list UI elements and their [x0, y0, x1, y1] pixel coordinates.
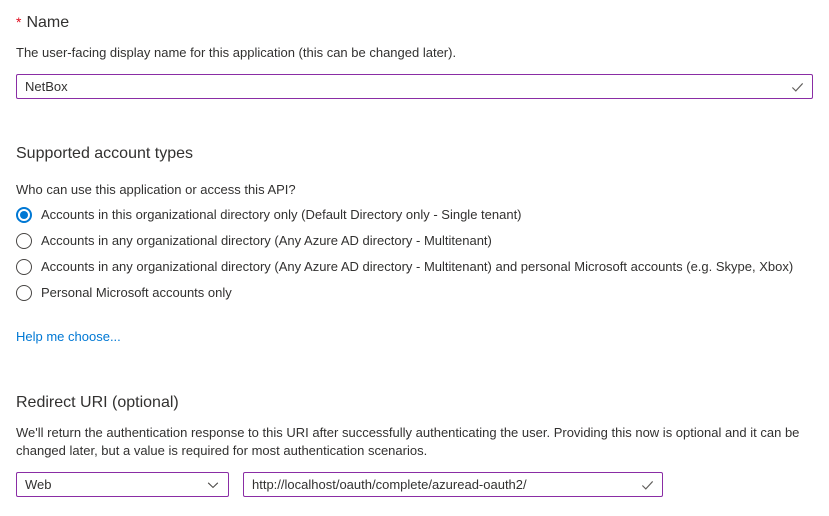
- radio-icon: [16, 285, 32, 301]
- help-me-choose-link[interactable]: Help me choose...: [16, 329, 121, 344]
- name-input[interactable]: [16, 74, 813, 99]
- name-field-label: [16, 12, 813, 33]
- name-description: The user-facing display name for this application (this can be changed later).: [16, 45, 457, 60]
- account-type-radio-group: [16, 202, 813, 306]
- account-types-question: Who can use this application or access this API?: [16, 182, 296, 197]
- supported-account-types-section: [16, 143, 813, 346]
- radio-option-personal-only[interactable]: [16, 280, 813, 306]
- name-section: [16, 12, 813, 99]
- radio-option-label: Personal Microsoft accounts only: [41, 285, 232, 300]
- radio-option-label: Accounts in this organizational directory only (Default Directory only - Single tenant): [41, 207, 522, 222]
- chevron-down-icon: [206, 478, 220, 492]
- redirect-uri-row: [16, 472, 813, 497]
- redirect-uri-input[interactable]: [243, 472, 663, 497]
- radio-option-multitenant-personal[interactable]: [16, 254, 813, 280]
- radio-option-single-tenant[interactable]: [16, 202, 813, 228]
- name-input-wrap: [16, 74, 813, 99]
- radio-option-label: Accounts in any organizational directory (Any Azure AD directory - Multitenant): [41, 233, 492, 248]
- redirect-uri-input-wrap: [243, 472, 663, 497]
- radio-icon: [16, 207, 32, 223]
- redirect-uri-section: [16, 392, 813, 497]
- name-label-text: Name: [26, 14, 70, 31]
- radio-option-label: Accounts in any organizational directory (Any Azure AD directory - Multitenant) and personal Microsoft accounts (e.g. Skype, Xbox): [41, 259, 794, 274]
- radio-icon: [16, 259, 32, 275]
- redirect-uri-description: We'll return the authentication response to this URI after successfully authenticating the user. Providing this now is optional and it can be changed later, but a value is required for most authentication scenarios.: [16, 425, 800, 458]
- platform-select-value: Web: [25, 477, 52, 492]
- redirect-uri-heading: Redirect URI (optional): [16, 394, 179, 411]
- radio-icon: [16, 233, 32, 249]
- supported-account-types-heading: Supported account types: [16, 145, 194, 162]
- required-marker: *: [16, 14, 22, 30]
- platform-select[interactable]: [16, 472, 229, 497]
- radio-option-multitenant[interactable]: [16, 228, 813, 254]
